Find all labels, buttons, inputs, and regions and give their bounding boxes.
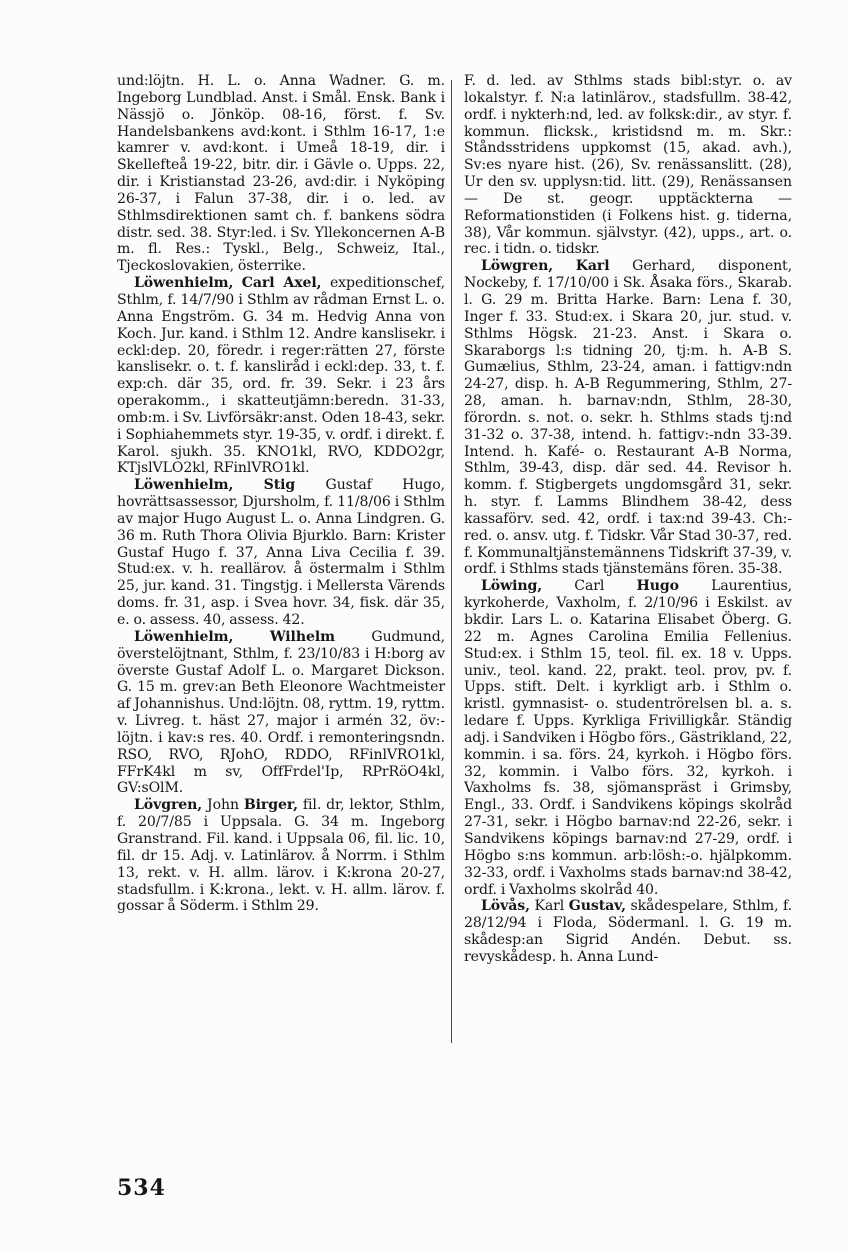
entry-given-name: Karl: [575, 258, 610, 275]
right-column: [464, 73, 792, 966]
entry-lovgren-birger: [117, 797, 445, 915]
entry-text: Laurentius, kyrkoherde, Vaxholm, f. 2/10/96 i Eskilst. av bkdir. Lars L. o. Katarina Elisabet Öberg. G. 22 m. Agnes Carolina Emilia Fellenius. Stud:ex. i Sthlm 15, teol. fil. ex. 18 v. Upps. univ., teol. kand. 22, prakt. teol. prov, pv. f. Upps. stift. Delt. i kyrkligt arb. i Sthlm o. kristl. gymnasist- o. studentrörelsen bl. a. s. ledare f. Upps. Kyrkliga Frivilligkår. Ständig adj. i Sandviken i Högbo förs., Gästrikland, 22, kommin. i sa. förs. 24, kyrkoh. i Högbo förs. 32, kommin. i Valbo förs. 32, kyrkoh. i Vaxholms fs. 38, sjömanspräst i Grimsby, Engl., 33. Ordf. i Sandvikens köpings skolråd 27-31, sekr. i Högbo barnav:nd 22-26, sekr. i Sandvikens köpings barnav:nd 27-29, ordf. i Högbo s:ns kommun. arb:lösh:-o. hjälpkomm. 32-33, ordf. i Vaxholms stads barnav:nd 38-42, ordf. i Vaxholms skolråd 40.: [464, 578, 792, 898]
entry-text: Gudmund, överstelöjtnant, Sthlm, f. 23/10/83 i H:borg av överste Gustaf Adolf L. o. Margaret Dickson. G. 15 m. grev:an Beth Eleonore Wachtmeister af Johannishus. Und:löjtn. 08, ryttm. 19, ryttm. v. Livreg. t. häst 27, major i armén 32, öv:-löjtn. i kav:s res. 40. Ordf. i remonteringsndn. RSO, RVO, RJohO, RDDO, RFinlVRO1kl, FFrK4kl m sv, OffFrdel'Ip, RPrRöO4kl, GV:sOlM.: [117, 628, 445, 797]
page-number: 534: [117, 1175, 166, 1201]
entry-surname: Löwgren,: [481, 258, 554, 275]
column-divider: [451, 80, 452, 1043]
entry-text: expeditionschef, Sthlm, f. 14/7/90 i Sthlm av rådman Ernst L. o. Anna Engström. G. 34 m. Hedvig Anna von Koch. Jur. kand. i Sthlm 12. Andre kanslisekr. i eckl:dep. 20, föredr. i reger:rätten 27, förste kanslisekr. o. t. f. kansliråd i eckl:dep. 33, t. f. exp:ch. där 35, ord. fr. 39. Sekr. i 23 års operakomm., i skatteutjämn:beredn. 31-33, omb:m. i Sv. Livförsäkr:anst. Oden 18-43, sekr. i Sophiahemmets styr. 19-35, v. ordf. i direkt. f. Karol. sjukh. 35. KNO1kl, RVO, KDDO2gr, KTjslVLO2kl, RFinlVRO1kl.: [117, 275, 445, 477]
entry-given-prefix: Carl: [574, 578, 605, 595]
entry-given-name: Birger,: [243, 797, 298, 814]
entry-lowenhielm-stig: [117, 477, 445, 629]
entry-lovas-gustav: [464, 898, 792, 965]
entry-given-prefix: Karl: [534, 898, 565, 915]
entry-given-name: Gustav,: [568, 898, 626, 915]
entry-given-name: Wilhelm: [269, 628, 335, 645]
entry-surname: Löwenhielm,: [134, 275, 234, 292]
left-column: [117, 73, 445, 915]
entry-text: und:löjtn. H. L. o. Anna Wadner. G. m. Ingeborg Lundblad. Anst. i Smål. Ensk. Bank i Nässjö o. Jönköp. 08-16, först. f. Sv. Handelsbankens avd:kont. i Sthlm 16-17, 1:e kamrer v. avd:kont. i Umeå 18-19, dir. i Skellefteå 19-22, bitr. dir. i Gävle o. Upps. 22, dir. i Kristianstad 23-26, avd:dir. i Nyköping 26-37, i Falun 37-38, dir. i o. led. av Sthlmsdirektionen samt ch. f. bankens södra distr. sed. 38. Styr:led. i Sv. Yllekoncernen A-B m. fl. Res.: Tyskl., Belg., Schweiz, Ital., Tjeckoslovakien, österrike.: [117, 73, 445, 275]
entry-given-name: Stig: [263, 477, 296, 494]
entry-given-name: Carl Axel,: [241, 275, 322, 292]
entry-given-name: Hugo: [636, 578, 679, 595]
entry-text: Gerhard, disponent, Nockeby, f. 17/10/00 i Sk. Åsaka förs., Skarab. l. G. 29 m. Britta Harke. Barn: Lena f. 30, Inger f. 33. Stud:ex. i Skara 20, jur. stud. v. Sthlms Högsk. 21-23. Anst. i Skara o. Skaraborgs l:s tidning 20, tj:m. h. A-B S. Gumælius, Sthlm, 23-24, aman. i fattigv:ndn 24-27, disp. h. A-B Regummering, Sthlm, 27-28, aman. h. barnav:ndn, Sthlm, 28-30, förordn. s. not. o. sekr. h. Sthlms stads tj:nd 31-32 o. 37-38, intend. h. fattigv:-ndn 33-39. Intend. h. Kafé- o. Restaurant A-B Norma, Sthlm, 39-43, disp. där sed. 44. Revisor h. komm. f. Stigbergets ungdomsgård 31, sekr. h. styr. f. Lamms Blindhem 38-42, dess kassaförv. sed. 42, ordf. i tax:nd 39-43. Ch:-red. o. ansv. utg. f. Tidskr. Vår Stad 30-37, red. f. Kommunaltjänstemännens Tidskrift 37-39, v. ordf. i Sthlms stads tjänstemäns fören. 35-38.: [464, 258, 792, 578]
entry-lowgren-karl: [464, 258, 792, 578]
entry-lowenhielm-carl-axel: [117, 275, 445, 477]
entry-text: F. d. led. av Sthlms stads bibl:styr. o. av lokalstyr. f. N:a latinlärov., stadsfullm. 38-42, ordf. i nykterh:nd, led. av folksk:dir., av styr. f. kommun. flicksk., kristidsnd m. m. Skr.: Ståndsstridens uppkomst (15, akad. avh.), Sv:es nyare hist. (26), Sv. renässanslitt. (28), Ur den sv. upplysn:tid. litt. (29), Renässansen — De st. geogr. upptäckterna — Reformationstiden (i Folkens hist. g. tiderna, 38), Vår kommun. självstyr. (42), upps., art. o. rec. i tidn. o. tidskr.: [464, 73, 792, 258]
entry-text: fil. dr, lektor, Sthlm, f. 20/7/85 i Uppsala. G. 34 m. Ingeborg Granstrand. Fil. kand. i Uppsala 06, fil. lic. 10, fil. dr 15. Adj. v. Latinlärov. å Norrm. i Sthlm 13, rekt. v. H. allm. lärov. i K:krona 20-27, stadsfullm. i K:krona., lekt. v. H. allm. lärov. f. gossar å Söderm. i Sthlm 29.: [117, 797, 445, 915]
entry-continuation: [464, 73, 792, 258]
entry-surname: Löwenhielm,: [134, 477, 234, 494]
entry-lowenhielm-wilhelm: [117, 629, 445, 797]
entry-surname: Lövås,: [481, 898, 530, 915]
entry-surname: Löwing,: [481, 578, 543, 595]
entry-text: Gustaf Hugo, hovrättsassessor, Djursholm, f. 11/8/06 i Sthlm av major Hugo August L. o. Anna Lindgren. G. 36 m. Ruth Thora Olivia Bjurklo. Barn: Krister Gustaf Hugo f. 37, Anna Liva Cecilia f. 39. Stud:ex. v. h. reallärov. å östermalm i Sthlm 25, jur. kand. 31. Tingstjg. i Mellersta Värends doms. fr. 31, asp. i Svea hovr. 34, fisk. där 35, e. o. assess. 40, assess. 42.: [117, 477, 445, 628]
entry-continuation: [117, 73, 445, 275]
entry-surname: Löwenhielm,: [134, 628, 234, 645]
entry-text: skådespelare, Sthlm, f. 28/12/94 i Floda, Södermanl. l. G. 19 m. skådesp:an Sigrid Andén. Debut. ss. revyskådesp. h. Anna Lund-: [464, 898, 792, 965]
entry-lowing-hugo: [464, 578, 792, 898]
entry-given-prefix: John: [207, 797, 239, 814]
entry-surname: Lövgren,: [134, 797, 203, 814]
